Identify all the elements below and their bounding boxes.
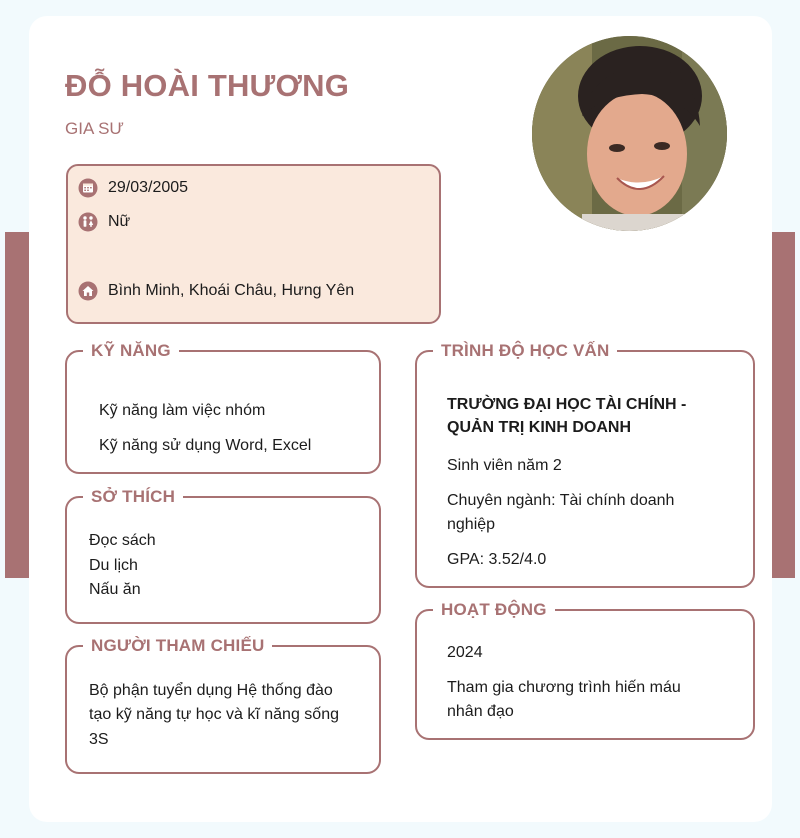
reference-line: tạo kỹ năng tự học và kĩ năng sống	[89, 706, 339, 723]
school-name-line: TRƯỜNG ĐẠI HỌC TÀI CHÍNH -	[447, 396, 687, 413]
candidate-name: ĐỖ HOÀI THƯƠNG	[65, 68, 350, 103]
left-accent-band	[5, 232, 29, 578]
major-line: nghiệp	[447, 516, 496, 533]
skill-item: Kỹ năng làm việc nhóm	[99, 402, 266, 419]
education-section	[415, 341, 755, 588]
gender-icon	[78, 212, 98, 232]
right-accent-band	[772, 232, 795, 578]
birthdate-row	[78, 178, 188, 198]
reference-line: Bộ phận tuyển dụng Hệ thống đào	[89, 682, 333, 699]
candidate-role: GIA SƯ	[65, 119, 124, 138]
reference-line: 3S	[89, 731, 109, 748]
study-year: Sinh viên năm 2	[447, 457, 562, 474]
address-row	[78, 281, 354, 301]
activity-year: 2024	[447, 644, 483, 661]
profile-photo-illustration	[532, 36, 727, 231]
gender-row	[78, 212, 130, 232]
skills-section	[65, 341, 381, 474]
education-title: TRÌNH ĐỘ HỌC VẤN	[433, 340, 617, 362]
references-section	[65, 636, 381, 774]
activity-description-line: Tham gia chương trình hiến máu	[447, 679, 681, 696]
home-icon	[78, 281, 98, 301]
skill-item: Kỹ năng sử dụng Word, Excel	[99, 437, 312, 454]
birthdate-text: 29/03/2005	[108, 179, 189, 196]
hobbies-title: SỞ THÍCH	[83, 486, 183, 508]
skills-title: KỸ NĂNG	[83, 340, 179, 362]
hobby-item: Đọc sách	[89, 532, 156, 549]
activities-section	[415, 600, 755, 740]
personal-info-box	[66, 164, 441, 324]
school-name-line: QUẢN TRỊ KINH DOANH	[447, 419, 631, 436]
address-text: Bình Minh, Khoái Châu, Hưng Yên	[108, 282, 355, 299]
activity-description-line: nhân đạo	[447, 703, 514, 720]
gpa-text: GPA: 3.52/4.0	[447, 551, 547, 568]
gender-text: Nữ	[108, 213, 131, 230]
activities-title: HOẠT ĐỘNG	[433, 599, 555, 621]
hobbies-section	[65, 487, 381, 624]
calendar-icon	[78, 178, 98, 198]
profile-photo	[532, 36, 727, 231]
hobby-item: Du lịch	[89, 557, 138, 574]
hobby-item: Nấu ăn	[89, 581, 141, 598]
references-title: NGƯỜI THAM CHIẾU	[83, 635, 272, 657]
major-line: Chuyên ngành: Tài chính doanh	[447, 492, 675, 509]
